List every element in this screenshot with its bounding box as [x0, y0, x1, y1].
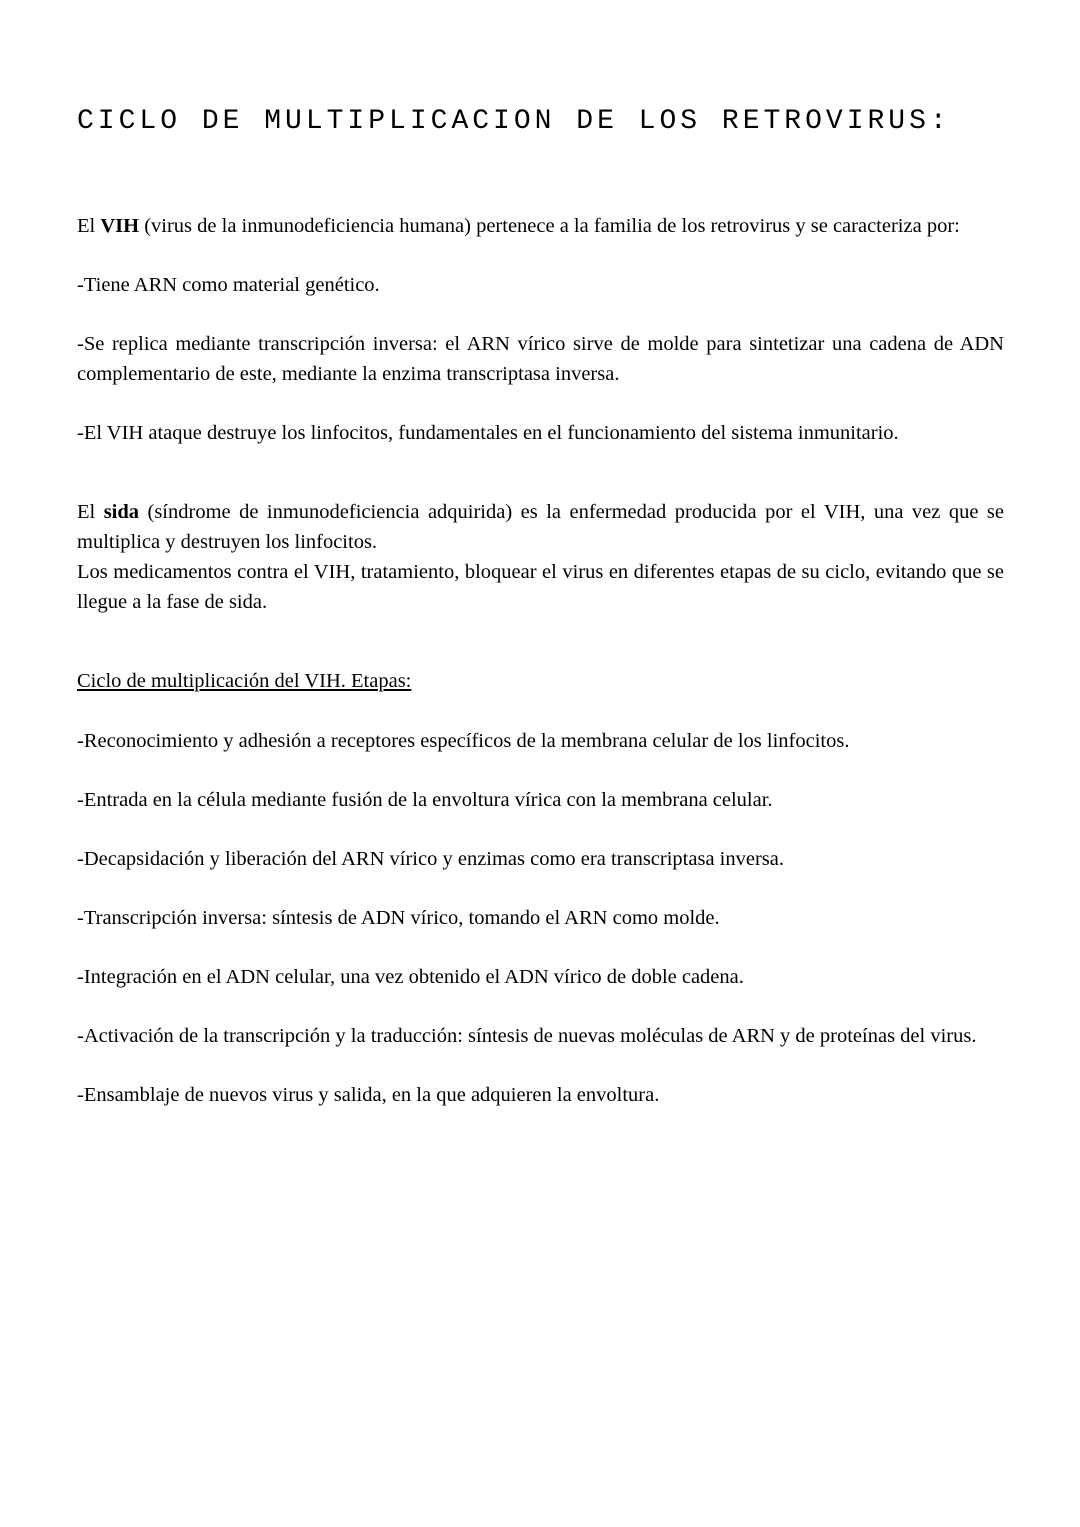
stage-item: -Decapsidación y liberación del ARN vírico y enzimas como era transcriptasa inversa.	[77, 848, 784, 870]
stages-heading-text: Ciclo de multiplicación del VIH. Etapas:	[77, 670, 412, 692]
feature-item: -El VIH ataque destruye los linfocitos, fundamentales en el funcionamiento del sistema inmunitario.	[77, 422, 899, 444]
sida-text-rest: (síndrome de inmunodeficiencia adquirida) es la enfermedad producida por el VIH, una vez que se multiplica y destruyen los linfocitos.	[77, 501, 1005, 553]
paragraph-intro	[77, 211, 1004, 241]
intro-bold-vih: VIH	[100, 215, 140, 237]
sida-bold: sida	[103, 501, 140, 523]
stage-item: -Integración en el ADN celular, una vez obtenido el ADN vírico de doble cadena.	[77, 966, 744, 988]
stage-item: -Entrada en la célula mediante fusión de la envoltura vírica con la membrana celular.	[77, 789, 773, 811]
intro-text-pre: El	[77, 215, 101, 237]
sida-line-1	[77, 497, 1004, 557]
sida-text-pre: El	[77, 501, 104, 523]
stage-item: -Ensamblaje de nuevos virus y salida, en la que adquieren la envoltura.	[77, 1084, 660, 1106]
document-title: CICLO DE MULTIPLICACION DE LOS RETROVIRUS:	[77, 106, 951, 137]
feature-item: -Se replica mediante transcripción inversa: el ARN vírico sirve de molde para sintetizar una cadena de ADN complementario de este, mediante la enzima transcriptasa inversa.	[77, 333, 1004, 385]
sida-line-2: Los medicamentos contra el VIH, tratamiento, bloquear el virus en diferentes etapas de su ciclo, evitando que se llegue a la fase de sida.	[77, 561, 1004, 613]
paragraph-sida	[77, 497, 1004, 617]
intro-text-rest: (virus de la inmunodeficiencia humana) pertenece a la familia de los retrovirus y se caracteriza por:	[139, 215, 960, 237]
stages-heading	[77, 666, 1004, 696]
feature-item: -Tiene ARN como material genético.	[77, 274, 380, 296]
stage-item: -Transcripción inversa: síntesis de ADN vírico, tomando el ARN como molde.	[77, 907, 720, 929]
stage-item: -Reconocimiento y adhesión a receptores específicos de la membrana celular de los linfocitos.	[77, 730, 850, 752]
stage-item: -Activación de la transcripción y la traducción: síntesis de nuevas moléculas de ARN y de proteínas del virus.	[77, 1025, 977, 1047]
